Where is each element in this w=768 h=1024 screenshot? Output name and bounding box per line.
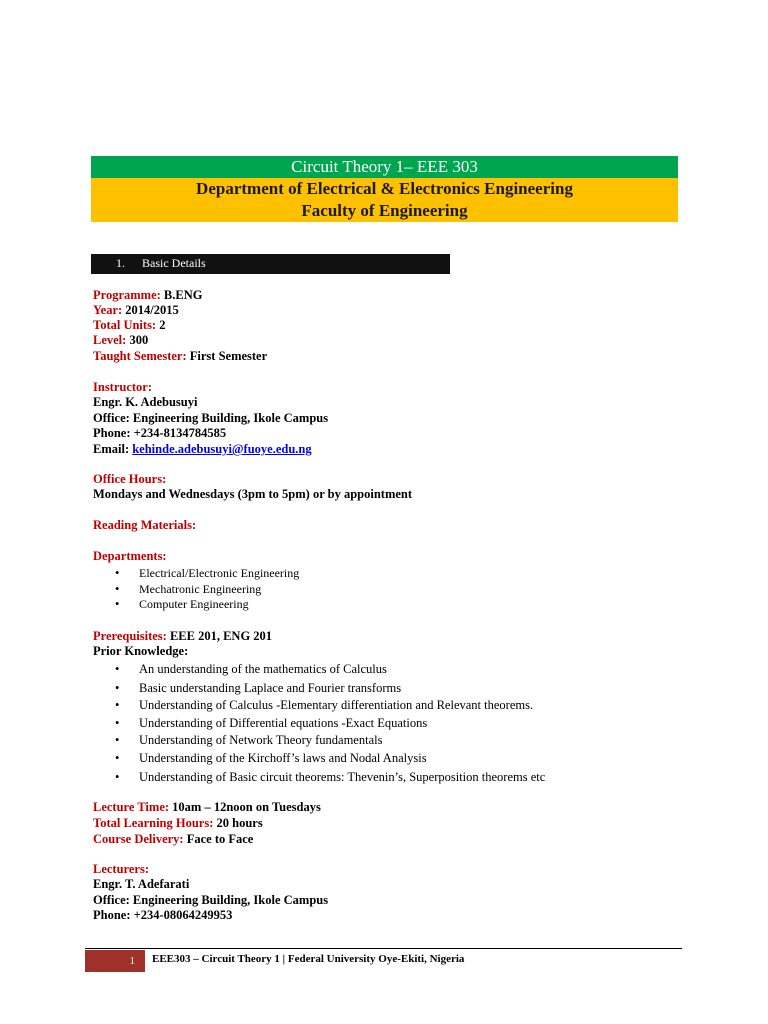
department-item: Electrical/Electronic Engineering (139, 566, 300, 580)
learning-hours-row (93, 816, 263, 831)
footer-divider (85, 948, 682, 949)
course-delivery-row (93, 832, 253, 847)
prior-knowledge-item: Understanding of Calculus -Elementary differentiation and Relevant theorems. (139, 698, 534, 712)
semester-label: Taught Semester: (93, 349, 187, 363)
course-delivery-label: Course Delivery: (93, 832, 184, 846)
instructor-email-row (93, 442, 312, 457)
bullet-icon: • (115, 698, 120, 712)
section-title: Basic Details (142, 256, 206, 270)
prerequisites-label: Prerequisites: (93, 629, 167, 643)
prerequisites-value: EEE 201, ENG 201 (166, 629, 273, 643)
year-row (93, 303, 179, 318)
bullet-icon: • (115, 733, 120, 747)
department-item: Mechatronic Engineering (139, 582, 262, 596)
prior-knowledge-item: An understanding of the mathematics of Calculus (139, 662, 387, 676)
prior-knowledge-label: Prior Knowledge: (93, 644, 189, 658)
programme-value: B.ENG (160, 288, 203, 302)
faculty-title: Faculty of Engineering (301, 201, 468, 220)
course-title-banner (91, 156, 678, 178)
page-number: 1 (129, 955, 135, 967)
lecturer-name: Engr. T. Adefarati (93, 877, 190, 891)
semester-value: First Semester (186, 349, 268, 363)
programme-label: Programme: (93, 288, 161, 302)
department-item: Computer Engineering (139, 597, 249, 611)
learning-hours-value: 20 hours (213, 816, 263, 830)
bullet-icon: • (115, 770, 120, 784)
bullet-icon: • (115, 597, 120, 611)
level-value: 300 (126, 333, 149, 347)
departments-label: Departments: (93, 549, 167, 563)
units-row (93, 318, 165, 333)
prerequisites-row (93, 629, 272, 644)
office-hours-label: Office Hours: (93, 472, 167, 486)
prior-knowledge-item: Understanding of Basic circuit theorems: Thevenin’s, Superposition theorems etc (139, 770, 546, 784)
prior-knowledge-item: Understanding of Network Theory fundamentals (139, 733, 383, 747)
level-row (93, 333, 148, 348)
footer-text: EEE303 – Circuit Theory 1 | Federal University Oye-Ekiti, Nigeria (152, 953, 465, 965)
course-delivery-value: Face to Face (183, 832, 254, 846)
lecturer-office: Office: Engineering Building, Ikole Campus (93, 893, 329, 907)
programme-row (93, 288, 202, 303)
course-title: Circuit Theory 1– EEE 303 (291, 157, 478, 176)
department-banner (91, 178, 678, 222)
email-label: Email: (93, 442, 133, 456)
department-title: Department of Electrical & Electronics Engineering (196, 179, 573, 198)
lecture-time-label: Lecture Time: (93, 800, 170, 814)
semester-row (93, 349, 267, 364)
section-heading-basic-details (91, 254, 450, 274)
units-label: Total Units: (93, 318, 157, 332)
lecturer-phone: Phone: +234-08064249953 (93, 908, 233, 922)
instructor-phone: Phone: +234-8134784585 (93, 426, 227, 440)
bullet-icon: • (115, 662, 120, 676)
office-hours-value: Mondays and Wednesdays (3pm to 5pm) or by appointment (93, 487, 413, 501)
email-link[interactable]: kehinde.adebusuyi@fuoye.edu.ng (132, 442, 312, 456)
reading-materials-label: Reading Materials: (93, 518, 197, 532)
prior-knowledge-item: Understanding of Differential equations -Exact Equations (139, 716, 428, 730)
bullet-icon: • (115, 566, 120, 580)
lecturers-label: Lecturers: (93, 862, 149, 876)
bullet-icon: • (115, 582, 120, 596)
instructor-office: Office: Engineering Building, Ikole Campus (93, 411, 329, 425)
prior-knowledge-item: Understanding of the Kirchoff’s laws and Nodal Analysis (139, 751, 427, 765)
lecture-time-row (93, 800, 321, 815)
instructor-label: Instructor: (93, 380, 153, 394)
bullet-icon: • (115, 716, 120, 730)
bullet-icon: • (115, 751, 120, 765)
instructor-name: Engr. K. Adebusuyi (93, 395, 198, 409)
prior-knowledge-item: Basic understanding Laplace and Fourier transforms (139, 681, 402, 695)
bullet-icon: • (115, 681, 120, 695)
section-number: 1. (116, 256, 125, 270)
units-value: 2 (156, 318, 166, 332)
year-value: 2014/2015 (122, 303, 179, 317)
level-label: Level: (93, 333, 127, 347)
lecture-time-value: 10am – 12noon on Tuesdays (169, 800, 321, 814)
page-number-box (85, 950, 145, 972)
learning-hours-label: Total Learning Hours: (93, 816, 214, 830)
year-label: Year: (93, 303, 123, 317)
